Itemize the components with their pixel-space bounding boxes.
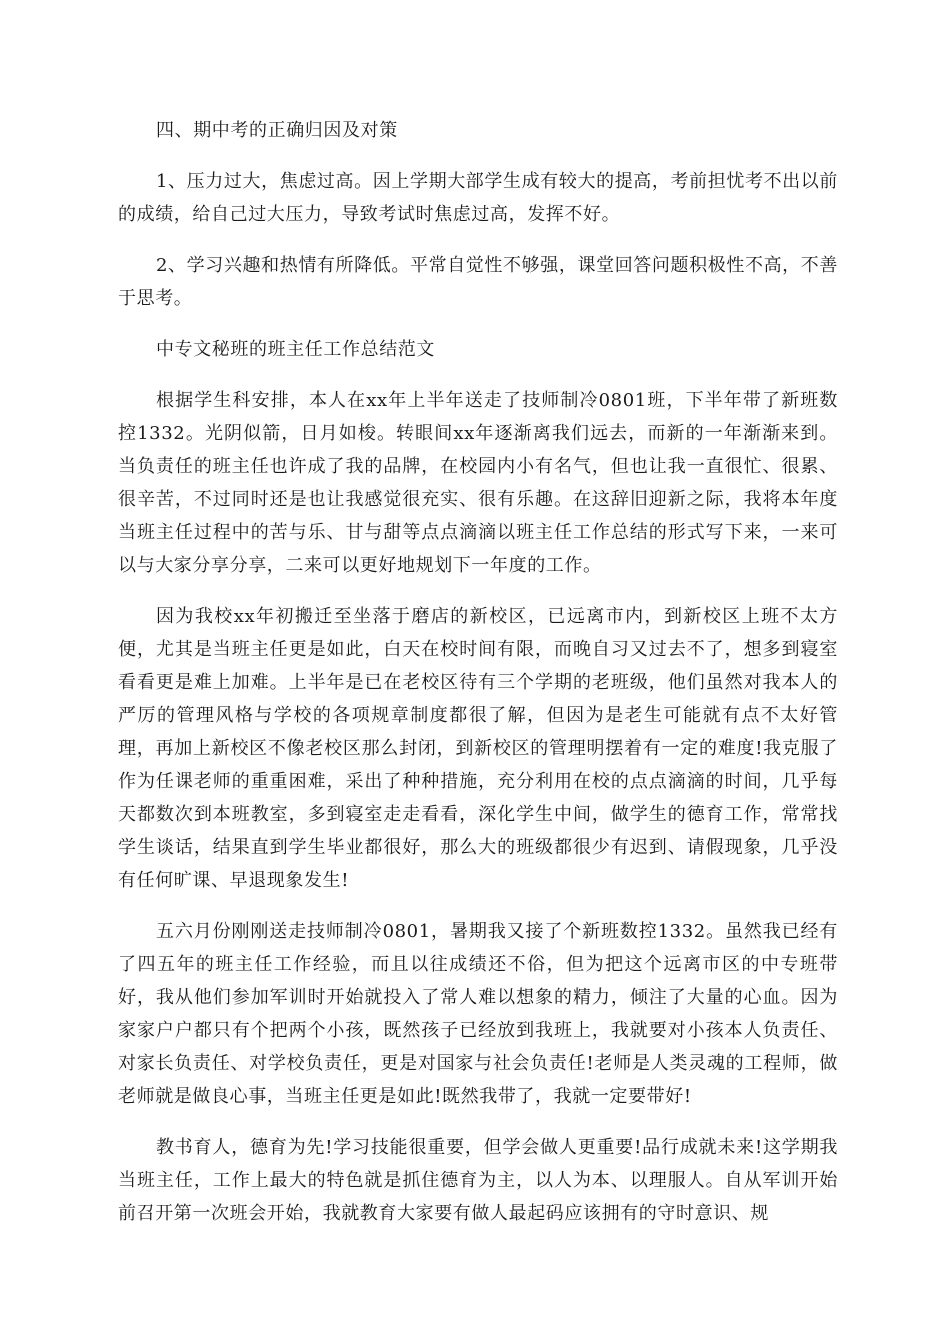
body-paragraph-3: 五六月份刚刚送走技师制冷0801，暑期我又接了个新班数控1332。虽然我已经有了四五年的班主任工作经验，而且以往成绩还不俗，但为把这个远离市区的中专班带好，我从他们参加军训时开始就投入了常人难以想象的精力，倾注了大量的心血。因为家家户户都只有个把两个小孩，既然孩子已经放到我班上，我就要对小孩本人负责任、对家长负责任、对学校负责任，更是对国家与社会负责任!老师是人类灵魂的工程师，做老师就是做良心事，当班主任更是如此!既然我带了，我就一定要带好!: [118, 921, 838, 1107]
body-paragraph-4: 教书育人，德育为先!学习技能很重要，但学会做人更重要!品行成就未来!这学期我当班主任，工作上最大的特色就是抓住德育为主，以人为本、以理服人。自从军训开始前召开第一次班会开始，我就教育大家要有做人最起码应该拥有的守时意识、规: [118, 1137, 838, 1224]
article-title: 中专文秘班的班主任工作总结范文: [156, 339, 435, 360]
section-heading: 四、期中考的正确归因及对策: [156, 120, 398, 141]
body-paragraph-2: 因为我校xx年初搬迁至坐落于磨店的新校区，已远离市内，到新校区上班不太方便，尤其是当班主任更是如此，白天在校时间有限，而晚自习又过去不了，想多到寝室看看更是难上加难。上半年是已在老校区待有三个学期的老班级，他们虽然对我本人的严厉的管理风格与学校的各项规章制度都很了解，但因为是老生可能就有点不太好管理，再加上新校区不像老校区那么封闭，到新校区的管理明摆着有一定的难度!我克服了作为任课老师的重重困难，采出了种种措施，充分利用在校的点点滴滴的时间，几乎每天都数次到本班教室，多到寝室走走看看，深化学生中间，做学生的德育工作，常常找学生谈话，结果直到学生毕业都很好，那么大的班级都很少有迟到、请假现象，几乎没有任何旷课、早退现象发生!: [118, 606, 838, 891]
document-body: [118, 114, 838, 1248]
point-1-paragraph: 1、压力过大，焦虑过高。因上学期大部学生成有较大的提高，考前担忧考不出以前的成绩，给自己过大压力，导致考试时焦虑过高，发挥不好。: [118, 171, 838, 225]
body-paragraph-1: 根据学生科安排，本人在xx年上半年送走了技师制冷0801班，下半年带了新班数控1332。光阴似箭，日月如梭。转眼间xx年逐渐离我们远去，而新的一年渐渐来到。当负责任的班主任也许成了我的品牌，在校园内小有名气，但也让我一直很忙、很累、很辛苦，不过同时还是也让我感觉很充实、很有乐趣。在这辞旧迎新之际，我将本年度当班主任过程中的苦与乐、甘与甜等点点滴滴以班主任工作总结的形式写下来，一来可以与大家分享分享，二来可以更好地规划下一年度的工作。: [118, 390, 838, 576]
point-2-paragraph: 2、学习兴趣和热情有所降低。平常自觉性不够强，课堂回答问题积极性不高，不善于思考。: [118, 255, 838, 309]
